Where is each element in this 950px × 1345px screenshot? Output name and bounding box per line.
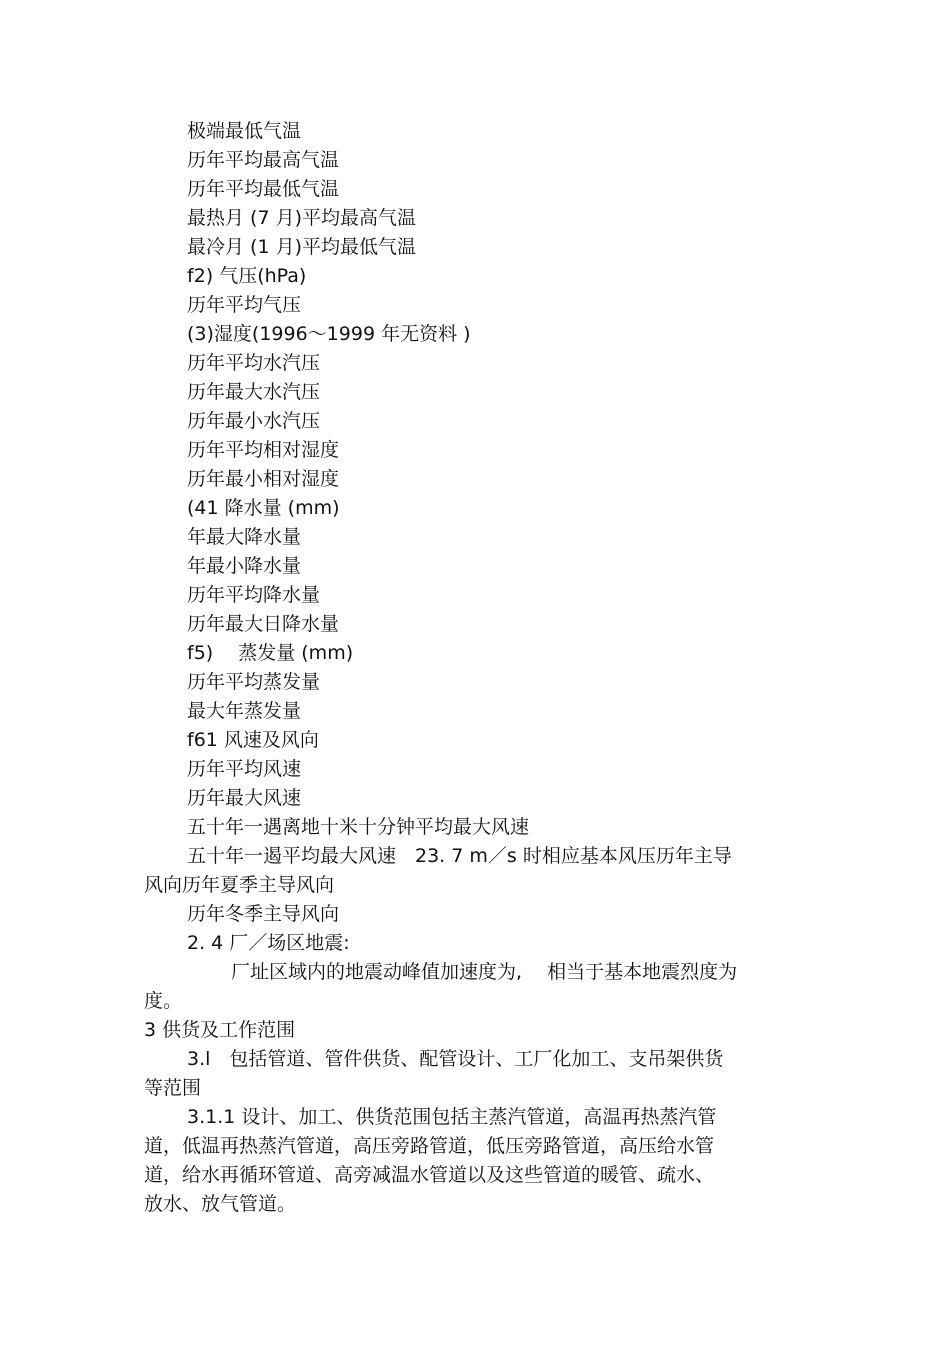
- text-line: 道，给水再循环管道、高旁减温水管道以及这些管道的暖管、疏水、: [144, 1164, 715, 1186]
- text-line: 最冷月 (1 月)平均最低气温: [187, 236, 416, 258]
- text-line: 度。: [144, 990, 183, 1012]
- text-line: 历年平均相对湿度: [187, 439, 340, 461]
- text-line: f2) 气压(hPa): [187, 265, 307, 287]
- text-line: 风向历年夏季主导风向: [144, 874, 335, 896]
- text-line: 历年平均最高气温: [187, 149, 340, 171]
- text-line: 3.l 包括管道、管件供货、配管设计、工厂化加工、支吊架供货: [187, 1048, 724, 1070]
- text-line: 年最大降水量: [187, 526, 302, 548]
- text-line: 历年平均气压: [187, 294, 302, 316]
- text-line: f5) 蒸发量 (mm): [187, 642, 354, 664]
- text-line: 最大年蒸发量: [187, 700, 302, 722]
- text-line: 年最小降水量: [187, 555, 302, 577]
- text-line: 历年最小相对湿度: [187, 468, 340, 490]
- text-line: 历年最大日降水量: [187, 613, 340, 635]
- text-line: 历年最小水汽压: [187, 410, 321, 432]
- text-line: f61 风速及风向: [187, 729, 319, 751]
- text-line: 2. 4 厂／场区地震:: [187, 932, 350, 954]
- text-line: 历年最大风速: [187, 787, 302, 809]
- text-line: (41 降水量 (mm): [187, 497, 340, 519]
- text-line: 放水、放气管道。: [144, 1193, 297, 1215]
- document-body: [144, 117, 804, 1219]
- text-line: 道，低温再热蒸汽管道，高压旁路管道，低压旁路管道，高压给水管: [144, 1135, 715, 1157]
- text-line: 历年平均蒸发量: [187, 671, 321, 693]
- text-line: 历年冬季主导风向: [187, 903, 340, 925]
- text-line: (3)湿度(1996～1999 年无资料 ): [187, 323, 471, 345]
- text-line: 历年平均最低气温: [187, 178, 340, 200]
- text-line: 历年平均水汽压: [187, 352, 321, 374]
- text-line: 历年最大水汽压: [187, 381, 321, 403]
- text-line: 3 供货及工作范围: [144, 1019, 296, 1041]
- text-line: 历年平均降水量: [187, 584, 321, 606]
- text-line: 等范围: [144, 1077, 202, 1099]
- text-line: 历年平均风速: [187, 758, 302, 780]
- text-line: 五十年一遇离地十米十分钟平均最大风速: [187, 816, 530, 838]
- text-line: 3.1.1 设计、加工、供货范围包括主蒸汽管道，高温再热蒸汽管: [187, 1106, 717, 1128]
- text-line: 极端最低气温: [187, 120, 302, 142]
- text-line: 五十年一遏平均最大风速 23. 7 m／s 时相应基本风压历年主导: [187, 845, 732, 867]
- text-line: 最热月 (7 月)平均最高气温: [187, 207, 416, 229]
- text-line: 厂址区域内的地震动峰值加速度为, 相当于基本地震烈度为: [231, 961, 738, 983]
